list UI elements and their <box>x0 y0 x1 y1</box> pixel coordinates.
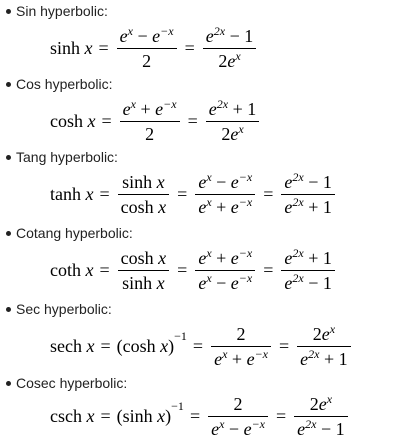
bullet-icon <box>6 231 11 236</box>
function-name: sech <box>50 335 82 356</box>
equals-sign: = <box>101 110 112 131</box>
numerator: $e^{2x} - 1$ <box>205 23 254 46</box>
bullet-icon <box>6 9 11 14</box>
inverse-sinh: ( sinh x ) −1 <box>116 398 184 426</box>
numerator: cosh x <box>120 247 167 268</box>
fraction <box>118 248 170 293</box>
fraction <box>117 23 177 71</box>
bullet-icon <box>6 82 11 87</box>
function-name: coth <box>50 259 81 280</box>
formula-label: Sec hyperbolic: <box>16 301 112 317</box>
bullet-icon <box>6 307 11 312</box>
bullet-icon <box>6 381 11 386</box>
denominator: $e^x + e^{-x}$ <box>211 346 271 369</box>
equals-sign: = <box>177 259 188 280</box>
fraction <box>297 321 350 369</box>
fraction <box>281 169 334 217</box>
variable: x <box>85 259 94 280</box>
numerator: $2e^x$ <box>312 321 336 344</box>
denominator: $e^x - e^{-x}$ <box>195 270 255 293</box>
function-name: tanh <box>50 183 81 204</box>
equals-sign: = <box>184 37 195 58</box>
variable: x <box>85 183 94 204</box>
equals-sign: = <box>100 405 111 426</box>
numerator: sinh x <box>122 171 165 192</box>
denominator: 2 <box>120 121 180 144</box>
numerator: $e^{2x} - 1$ <box>284 169 332 192</box>
function-name: cosh <box>50 110 83 131</box>
denominator: $e^x - e^{-x}$ <box>208 416 268 439</box>
inverse-cosh: ( cosh x ) −1 <box>116 328 187 356</box>
fraction <box>195 245 255 293</box>
denominator: $e^{2x} + 1$ <box>281 194 334 217</box>
numerator: $e^{2x} + 1$ <box>208 96 257 119</box>
numerator: $2e^x$ <box>309 391 333 414</box>
formula-label: Cosec hyperbolic: <box>16 375 128 391</box>
tanh-formula <box>50 170 337 218</box>
equals-sign: = <box>192 335 204 356</box>
denominator: $e^x + e^{-x}$ <box>195 194 255 217</box>
denominator: 2 <box>117 48 177 71</box>
fraction <box>195 169 255 217</box>
variable: x <box>86 405 95 426</box>
numerator: $e^{2x} + 1$ <box>284 245 332 268</box>
coth-formula <box>50 246 337 294</box>
formula-label: Sin hyperbolic: <box>16 3 108 19</box>
variable: x <box>86 335 95 356</box>
cosh-formula <box>50 97 261 145</box>
sech-formula <box>50 322 353 370</box>
denominator: $2e^x$ <box>206 121 259 144</box>
equals-sign: = <box>263 183 274 204</box>
denominator: $e^{2x} - 1$ <box>294 416 347 439</box>
denominator: sinh x <box>118 270 170 293</box>
denominator: cosh x <box>118 194 170 217</box>
formula-label: Cos hyperbolic: <box>16 76 113 92</box>
numerator: 2 <box>233 393 243 414</box>
numerator: 2 <box>236 323 246 344</box>
equals-sign: = <box>279 335 290 356</box>
fraction <box>208 394 268 439</box>
variable: x <box>84 37 93 58</box>
equals-sign: = <box>187 110 198 131</box>
bullet-icon <box>6 155 11 160</box>
numerator: $e^x + e^{-x}$ <box>198 245 253 268</box>
sinh-formula <box>50 24 258 72</box>
function-name: sinh <box>50 37 81 58</box>
denominator: $e^{2x} - 1$ <box>281 270 334 293</box>
fraction <box>203 23 256 71</box>
fraction <box>211 324 271 369</box>
function-name: csch <box>50 405 82 426</box>
csch-formula <box>50 392 350 440</box>
equals-sign: = <box>98 37 109 58</box>
equals-sign: = <box>263 259 274 280</box>
fraction <box>206 96 259 144</box>
fraction <box>281 245 334 293</box>
variable: x <box>87 110 96 131</box>
equals-sign: = <box>276 405 287 426</box>
fraction <box>294 391 347 439</box>
formula-label: Cotang hyperbolic: <box>16 225 133 241</box>
numerator: $e^x - e^{-x}$ <box>198 169 253 192</box>
equals-sign: = <box>99 259 110 280</box>
equals-sign: = <box>100 335 111 356</box>
formula-label: Tang hyperbolic: <box>16 149 118 165</box>
denominator: $2e^x$ <box>203 48 256 71</box>
denominator: $e^{2x} + 1$ <box>297 346 350 369</box>
fraction <box>118 172 170 217</box>
fraction <box>120 96 180 144</box>
equals-sign: = <box>177 183 188 204</box>
equals-sign: = <box>189 405 201 426</box>
numerator: $e^x + e^{-x}$ <box>122 96 177 119</box>
numerator: $e^x - e^{-x}$ <box>119 23 174 46</box>
equals-sign: = <box>99 183 110 204</box>
